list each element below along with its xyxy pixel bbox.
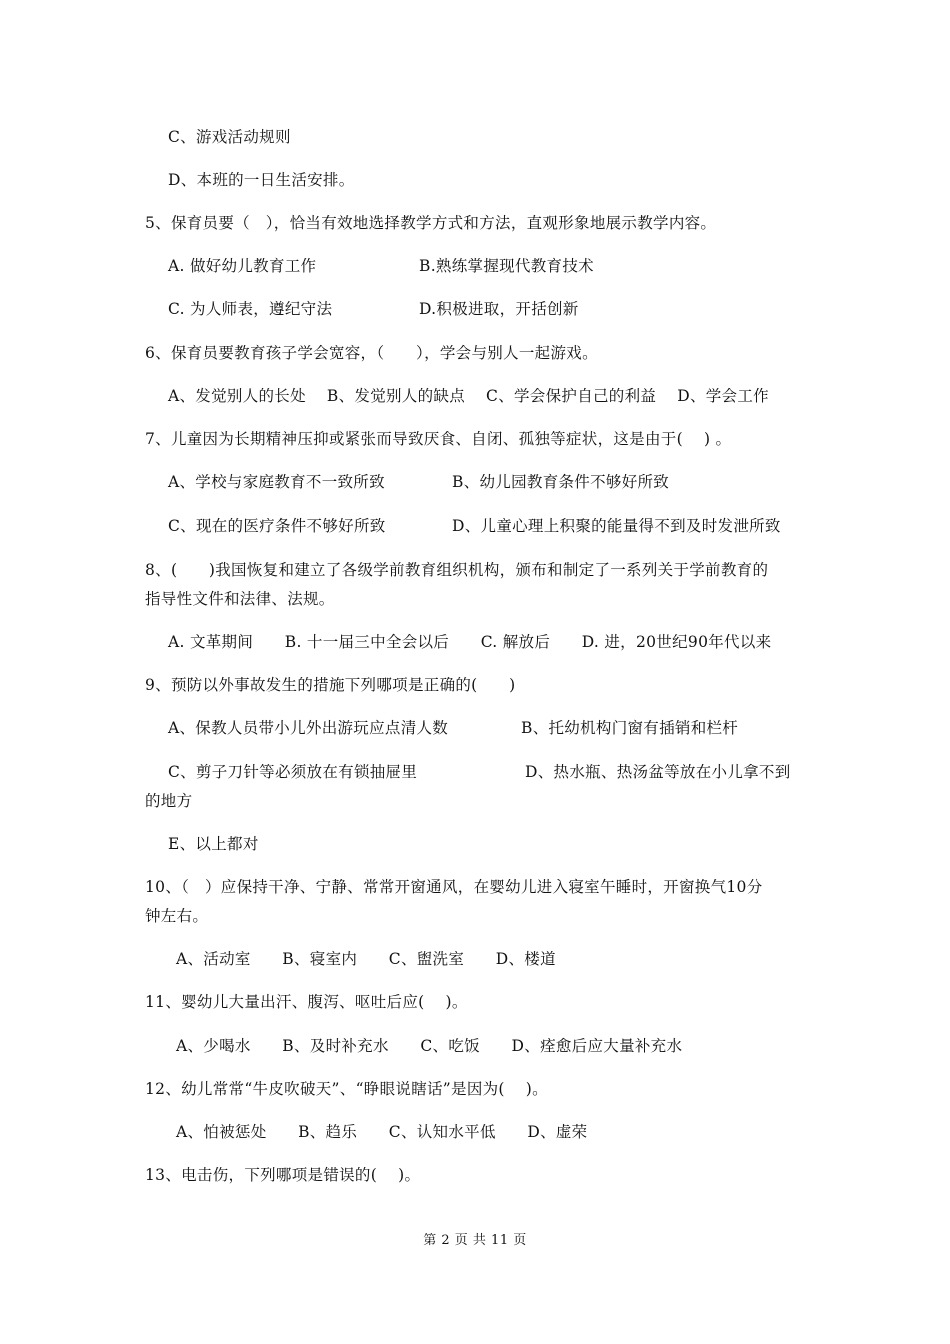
- page-footer: 第 2 页 共 11 页: [423, 1233, 527, 1248]
- question-line: 8、( )我国恢复和建立了各级学前教育组织机构，颁布和制定了一系列关于学前教育的: [145, 561, 769, 579]
- question-line: 5、保育员要（ ），恰当有效地选择教学方式和方法，直观形象地展示教学内容。: [145, 214, 717, 232]
- option-line: D.积极进取，开括创新: [419, 300, 579, 318]
- option-line: A、活动室 B、寝室内 C、盥洗室 D、楼道: [176, 950, 556, 968]
- option-line: 的地方: [145, 792, 193, 810]
- option-line: A、保教人员带小儿外出游玩应点清人数: [168, 719, 449, 737]
- option-line: B.熟练掌握现代教育技术: [419, 257, 594, 275]
- question-line: 12、幼儿常常“牛皮吹破天”、“睁眼说瞎话”是因为( )。: [145, 1080, 548, 1098]
- option-line: A、少喝水 B、及时补充水 C、吃饭 D、痊愈后应大量补充水: [176, 1037, 683, 1055]
- option-line: C. 为人师表，遵纪守法: [168, 300, 333, 318]
- option-line: D、热水瓶、热汤盆等放在小儿拿不到: [525, 763, 791, 781]
- question-line: 指导性文件和法律、法规。: [145, 590, 335, 608]
- option-line: D、本班的一日生活安排。: [168, 171, 355, 189]
- option-line: A、学校与家庭教育不一致所致: [168, 473, 385, 491]
- option-line: E、以上都对: [168, 835, 259, 853]
- option-line: A. 文革期间 B. 十一届三中全会以后 C. 解放后 D. 进，20世纪90年代以来: [168, 633, 772, 651]
- question-line: 6、保育员要教育孩子学会宽容，（ ），学会与别人一起游戏。: [145, 344, 598, 362]
- question-line: 9、预防以外事故发生的措施下列哪项是正确的( ): [145, 676, 516, 694]
- question-line: 10、（ ）应保持干净、宁静、常常开窗通风，在婴幼儿进入寝室午睡时，开窗换气10分: [145, 878, 763, 896]
- question-line: 11、婴幼儿大量出汗、腹泻、呕吐后应( )。: [145, 993, 468, 1011]
- option-line: A、发觉别人的长处 B、发觉别人的缺点 C、学会保护自己的利益 D、学会工作: [168, 387, 769, 405]
- option-line: C、剪子刀针等必须放在有锁抽屉里: [168, 763, 418, 781]
- option-line: C、游戏活动规则: [168, 128, 291, 146]
- option-line: D、儿童心理上积聚的能量得不到及时发泄所致: [452, 517, 781, 535]
- question-line: 钟左右。: [145, 907, 209, 925]
- option-line: B、幼儿园教育条件不够好所致: [452, 473, 670, 491]
- option-line: A. 做好幼儿教育工作: [168, 257, 317, 275]
- option-line: A、怕被惩处 B、趋乐 C、认知水平低 D、虚荣: [176, 1123, 588, 1141]
- option-line: B、托幼机构门窗有插销和栏杆: [521, 719, 739, 737]
- option-line: C、现在的医疗条件不够好所致: [168, 517, 386, 535]
- question-line: 13、电击伤，下列哪项是错误的( )。: [145, 1166, 421, 1184]
- question-line: 7、儿童因为长期精神压抑或紧张而导致厌食、自闭、孤独等症状，这是由于( ) 。: [145, 430, 732, 448]
